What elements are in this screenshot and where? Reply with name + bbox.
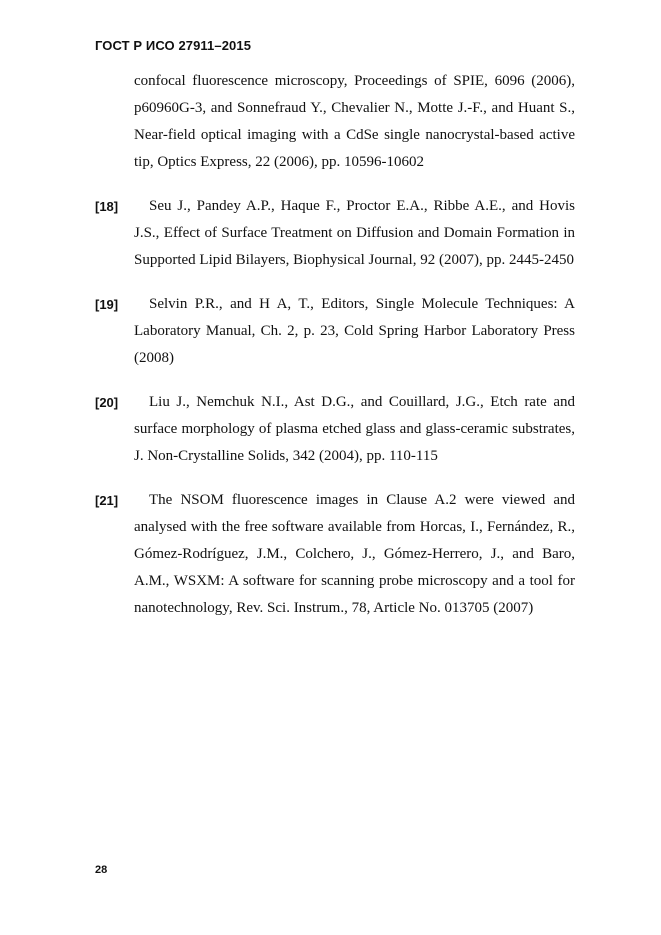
reference-text: Seu J., Pandey A.P., Haque F., Proctor E.A., Ribbe A.E., and Hovis J.S., Effect of Surface Treatment on Diffusion and Domain Formation in Supported Lipid Bilayers, Biophysical Journal, 92 (2007), pp. 2445-2450 bbox=[134, 198, 575, 268]
reference-item bbox=[95, 389, 575, 470]
reference-item bbox=[95, 487, 575, 622]
reference-number: [21] bbox=[95, 493, 119, 508]
reference-text: Liu J., Nemchuk N.I., Ast D.G., and Couillard, J.G., Etch rate and surface morphology of plasma etched glass and glass-ceramic substrates, J. Non-Crystalline Solids, 342 (2004), pp. 110-115 bbox=[134, 394, 575, 464]
reference-item bbox=[95, 68, 575, 176]
reference-number: [18] bbox=[95, 199, 119, 214]
reference-number: [20] bbox=[95, 395, 119, 410]
reference-text: confocal fluorescence microscopy, Proceedings of SPIE, 6096 (2006), p60960G-3, and Sonnefraud Y., Chevalier N., Motte J.-F., and Huant S., Near-field optical imaging with a CdSe single nanocrystal-based active tip, Optics Express, 22 (2006), pp. 10596-10602 bbox=[134, 73, 575, 170]
document-header: ГОСТ Р ИСО 27911–2015 bbox=[95, 38, 252, 53]
reference-number: [19] bbox=[95, 297, 119, 312]
reference-item bbox=[95, 291, 575, 372]
page-number: 28 bbox=[95, 864, 108, 876]
reference-list bbox=[95, 68, 575, 639]
reference-text: The NSOM fluorescence images in Clause A.2 were viewed and analysed with the free software available from Horcas, I., Fernández, R., Gómez-Rodríguez, J.M., Colchero, J., Gómez-Herrero, J., and Baro, A.M., WSXM: A software for scanning probe microscopy and a tool for nanotechnology, Rev. Sci. Instrum., 78, Article No. 013705 (2007) bbox=[134, 492, 575, 616]
reference-item bbox=[95, 193, 575, 274]
reference-text: Selvin P.R., and H A, T., Editors, Single Molecule Techniques: A Laboratory Manual, Ch. 2, p. 23, Cold Spring Harbor Laboratory Press (2008) bbox=[134, 296, 575, 366]
